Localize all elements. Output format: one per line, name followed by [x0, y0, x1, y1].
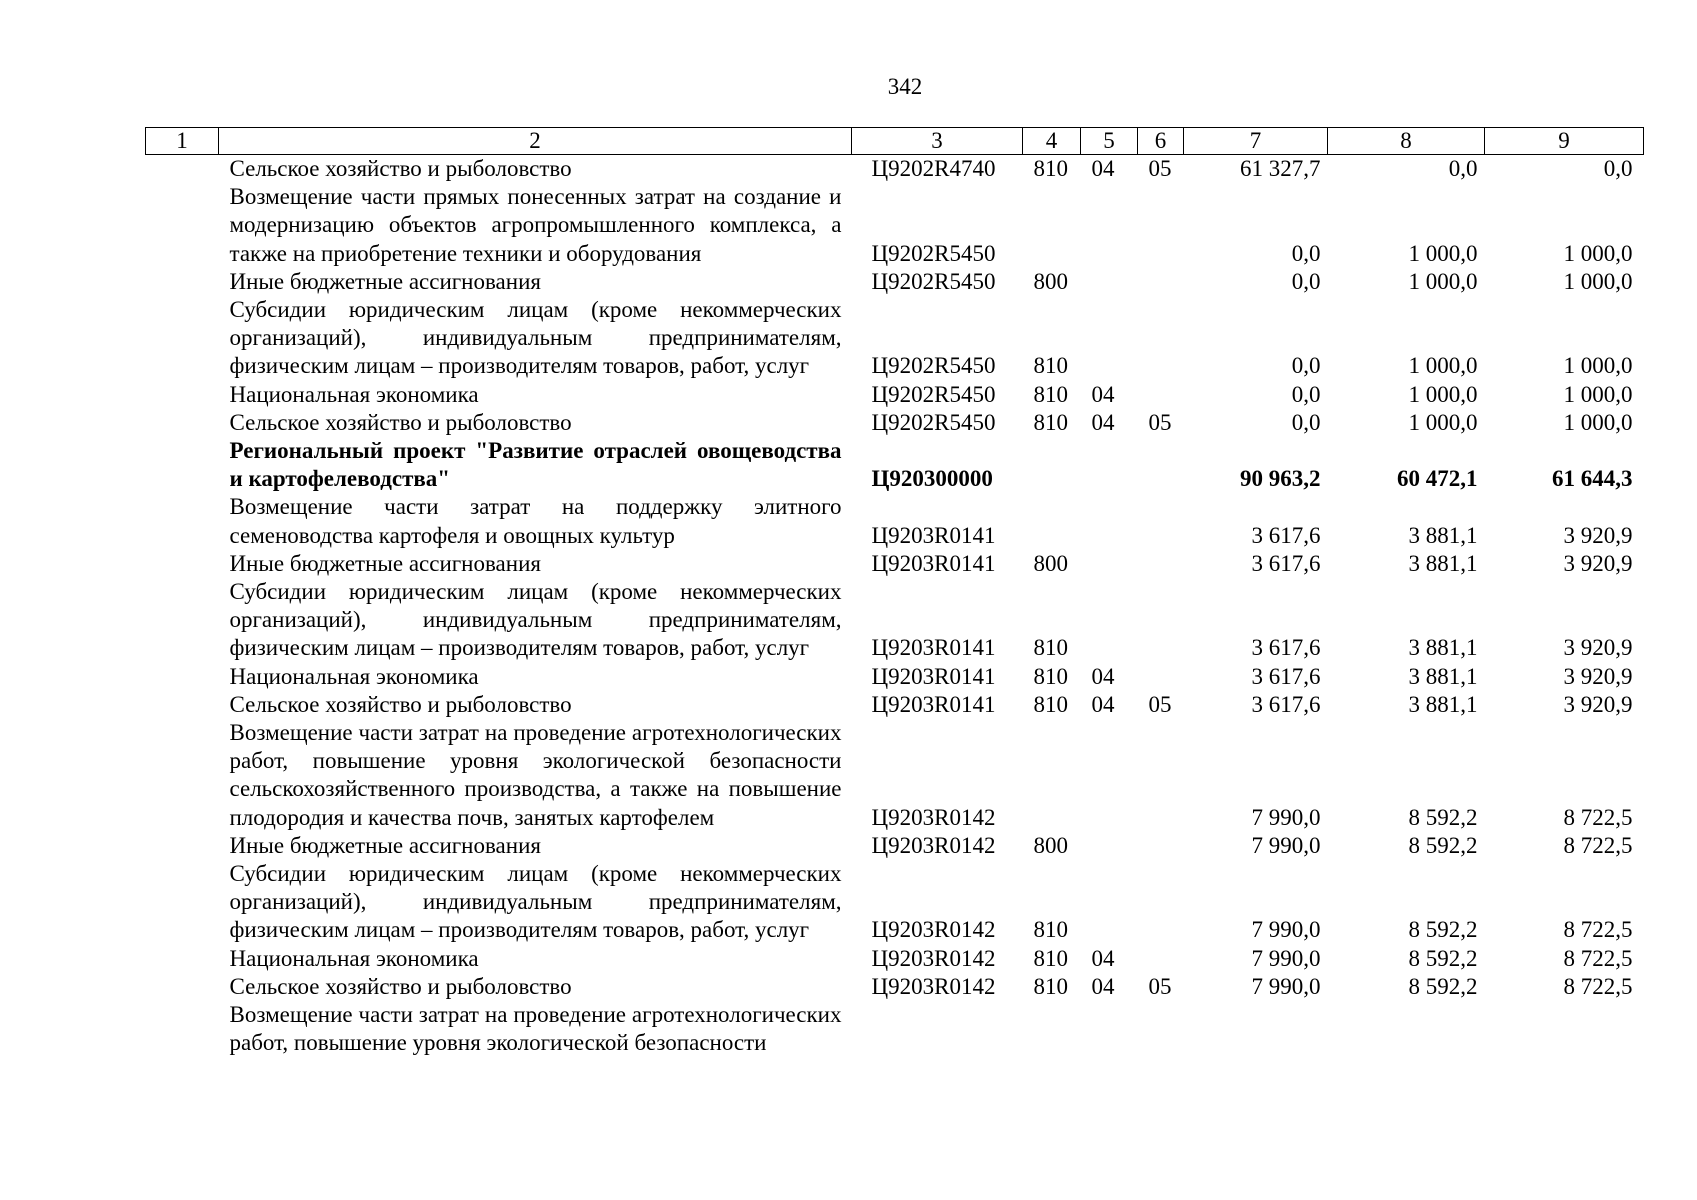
header-col-3: 3	[852, 128, 1023, 155]
row-section: 04	[1091, 409, 1115, 435]
row-name: Иные бюджетные ассигнования	[229, 550, 541, 576]
row-section: 04	[1091, 973, 1115, 999]
row-name: Субсидии юридическим лицам (кроме некоммерческих организаций), индивидуальным предпринимателям, физическим лицам – производителям товаров, работ, услуг	[229, 861, 842, 943]
row-name: Национальная экономика	[229, 381, 479, 407]
row-code: Ц9203R0142	[871, 832, 996, 858]
row-subsection	[1138, 183, 1184, 268]
row-col-1	[146, 663, 219, 691]
table-row	[146, 155, 1644, 184]
row-section	[1081, 437, 1138, 493]
row-amount-col-9: 8 722,5	[1563, 832, 1633, 858]
row-code: Ц9202R5450	[871, 268, 996, 294]
row-amount-col-7: 0,0	[1291, 409, 1321, 435]
row-expense-type	[1023, 437, 1081, 493]
row-amount-col-9: 0,0	[1603, 156, 1633, 181]
row-col-1	[146, 945, 219, 973]
row-name: Возмещение части затрат на проведение агротехнологических работ, повышение уровня экологической безопасности	[229, 1002, 842, 1056]
row-col-1	[146, 832, 219, 860]
row-code: Ц9203R0141	[871, 522, 996, 548]
row-amount-col-8: 3 881,1	[1408, 691, 1478, 717]
row-amount-col-7: 3 617,6	[1251, 522, 1321, 548]
row-amount-col-9: 1 000,0	[1563, 381, 1633, 407]
row-section: 04	[1091, 945, 1115, 971]
row-expense-type: 810	[1033, 973, 1068, 999]
row-col-1	[146, 719, 219, 832]
row-code: Ц9203R0142	[871, 973, 996, 999]
row-amount-col-9	[1485, 1001, 1644, 1057]
row-code	[852, 1001, 1023, 1057]
row-amount-col-9: 1 000,0	[1563, 268, 1633, 294]
row-amount-col-9: 61 644,3	[1552, 466, 1633, 492]
row-expense-type: 810	[1033, 917, 1068, 943]
row-amount-col-8: 3 881,1	[1408, 522, 1478, 548]
row-name: Сельское хозяйство и рыболовство	[229, 156, 572, 181]
row-col-1	[146, 183, 219, 268]
row-col-1	[146, 268, 219, 296]
row-amount-col-8	[1328, 1001, 1485, 1057]
row-name: Иные бюджетные ассигнования	[229, 268, 541, 294]
row-amount-col-7: 7 990,0	[1251, 832, 1321, 858]
row-code: Ц9203R0142	[871, 917, 996, 943]
table-row	[146, 719, 1644, 832]
row-subsection	[1138, 493, 1184, 549]
row-section: 04	[1091, 381, 1115, 407]
header-row	[146, 128, 1644, 155]
row-expense-type: 810	[1033, 156, 1068, 181]
row-amount-col-7: 7 990,0	[1251, 973, 1321, 999]
row-name: Сельское хозяйство и рыболовство	[229, 691, 572, 717]
row-code: Ц9203R0141	[871, 691, 996, 717]
row-section	[1081, 183, 1138, 268]
row-col-1	[146, 296, 219, 381]
row-expense-type: 810	[1033, 635, 1068, 661]
table-row	[146, 578, 1644, 663]
row-name: Сельское хозяйство и рыболовство	[229, 973, 572, 999]
row-amount-col-7: 7 990,0	[1251, 804, 1321, 830]
row-section	[1081, 860, 1138, 945]
row-subsection	[1138, 550, 1184, 578]
row-col-1	[146, 155, 219, 184]
row-amount-col-8: 1 000,0	[1408, 381, 1478, 407]
row-col-1	[146, 550, 219, 578]
row-name: Субсидии юридическим лицам (кроме некоммерческих организаций), индивидуальным предпринимателям, физическим лицам – производителям товаров, работ, услуг	[229, 579, 842, 661]
row-code: Ц9202R5450	[871, 240, 996, 266]
table-row	[146, 381, 1644, 409]
row-amount-col-9: 1 000,0	[1563, 409, 1633, 435]
header-col-2: 2	[219, 128, 852, 155]
row-expense-type: 810	[1033, 691, 1068, 717]
row-amount-col-7: 0,0	[1291, 353, 1321, 379]
row-amount-col-8: 0,0	[1448, 156, 1478, 181]
row-subsection: 05	[1148, 973, 1172, 999]
row-amount-col-7: 61 327,7	[1240, 156, 1321, 181]
row-section	[1081, 296, 1138, 381]
row-code: Ц9202R5450	[871, 381, 996, 407]
row-amount-col-8: 8 592,2	[1408, 917, 1478, 943]
row-amount-col-9: 3 920,9	[1563, 663, 1633, 689]
table-row	[146, 860, 1644, 945]
row-amount-col-7: 0,0	[1291, 268, 1321, 294]
row-name: Региональный проект "Развитие отраслей овощеводства и картофелеводства"	[229, 438, 842, 492]
row-col-1	[146, 437, 219, 493]
row-subsection	[1138, 945, 1184, 973]
row-col-1	[146, 578, 219, 663]
table-row	[146, 183, 1644, 268]
row-subsection	[1138, 268, 1184, 296]
row-expense-type: 800	[1033, 268, 1068, 294]
row-amount-col-9: 3 920,9	[1563, 522, 1633, 548]
row-amount-col-8: 1 000,0	[1408, 268, 1478, 294]
row-code: Ц9202R5450	[871, 409, 996, 435]
row-code: Ц920300000	[871, 466, 993, 492]
row-expense-type	[1023, 493, 1081, 549]
row-amount-col-9: 8 722,5	[1563, 804, 1633, 830]
row-section	[1081, 268, 1138, 296]
table-row	[146, 1001, 1644, 1057]
table-row	[146, 437, 1644, 493]
row-amount-col-7: 0,0	[1291, 240, 1321, 266]
row-subsection: 05	[1148, 409, 1172, 435]
row-expense-type: 810	[1033, 945, 1068, 971]
table-row	[146, 945, 1644, 973]
table-header	[146, 128, 1644, 155]
row-name: Возмещение части затрат на поддержку элитного семеноводства картофеля и овощных культур	[229, 494, 842, 548]
row-amount-col-8: 3 881,1	[1408, 635, 1478, 661]
row-code: Ц9203R0141	[871, 635, 996, 661]
table-row	[146, 268, 1644, 296]
header-col-9: 9	[1485, 128, 1644, 155]
row-amount-col-9: 8 722,5	[1563, 945, 1633, 971]
row-amount-col-8: 3 881,1	[1408, 550, 1478, 576]
table-body	[146, 155, 1644, 1058]
row-expense-type	[1023, 1001, 1081, 1057]
row-section	[1081, 832, 1138, 860]
row-col-1	[146, 493, 219, 549]
row-code: Ц9203R0141	[871, 663, 996, 689]
row-col-1	[146, 1001, 219, 1057]
row-amount-col-9: 8 722,5	[1563, 917, 1633, 943]
row-amount-col-8: 8 592,2	[1408, 973, 1478, 999]
page-number: 342	[887, 74, 923, 99]
row-section	[1081, 1001, 1138, 1057]
row-section	[1081, 550, 1138, 578]
row-amount-col-9: 1 000,0	[1563, 240, 1633, 266]
row-expense-type: 810	[1033, 663, 1068, 689]
budget-table	[145, 127, 1644, 1058]
row-expense-type: 810	[1033, 409, 1068, 435]
row-amount-col-9: 8 722,5	[1563, 973, 1633, 999]
row-code: Ц9202R4740	[871, 156, 996, 181]
row-expense-type: 810	[1033, 381, 1068, 407]
table-row	[146, 550, 1644, 578]
row-section: 04	[1091, 663, 1115, 689]
row-col-1	[146, 381, 219, 409]
header-col-7: 7	[1184, 128, 1328, 155]
row-amount-col-7: 3 617,6	[1251, 635, 1321, 661]
row-col-1	[146, 860, 219, 945]
row-amount-col-9: 3 920,9	[1563, 550, 1633, 576]
row-amount-col-7: 7 990,0	[1251, 917, 1321, 943]
row-amount-col-8: 8 592,2	[1408, 945, 1478, 971]
row-subsection	[1138, 578, 1184, 663]
row-section: 04	[1091, 691, 1115, 717]
table-row	[146, 973, 1644, 1001]
header-col-5: 5	[1081, 128, 1138, 155]
row-amount-col-8: 1 000,0	[1408, 409, 1478, 435]
row-name: Национальная экономика	[229, 945, 479, 971]
header-col-1: 1	[146, 128, 219, 155]
row-expense-type: 800	[1033, 550, 1068, 576]
row-subsection	[1138, 663, 1184, 691]
row-amount-col-9: 1 000,0	[1563, 353, 1633, 379]
row-section	[1081, 578, 1138, 663]
table-row	[146, 296, 1644, 381]
header-col-4: 4	[1023, 128, 1081, 155]
row-name: Сельское хозяйство и рыболовство	[229, 409, 572, 435]
row-section: 04	[1091, 156, 1115, 181]
row-subsection: 05	[1148, 156, 1172, 181]
row-name: Иные бюджетные ассигнования	[229, 832, 541, 858]
row-amount-col-7: 90 963,2	[1240, 466, 1321, 492]
row-name: Субсидии юридическим лицам (кроме некоммерческих организаций), индивидуальным предпринимателям, физическим лицам – производителям товаров, работ, услуг	[229, 297, 842, 379]
row-amount-col-8: 8 592,2	[1408, 804, 1478, 830]
row-amount-col-8: 1 000,0	[1408, 240, 1478, 266]
row-subsection	[1138, 1001, 1184, 1057]
row-subsection	[1138, 437, 1184, 493]
row-section	[1081, 719, 1138, 832]
row-name: Возмещение части затрат на проведение агротехнологических работ, повышение уровня экологической безопасности сельскохозяйственного производства, а также на повышение плодородия и качества почв, занятых картофелем	[229, 720, 842, 830]
row-amount-col-9: 3 920,9	[1563, 691, 1633, 717]
row-code: Ц9202R5450	[871, 353, 996, 379]
row-expense-type	[1023, 183, 1081, 268]
row-expense-type: 800	[1033, 832, 1068, 858]
row-amount-col-7: 3 617,6	[1251, 691, 1321, 717]
row-amount-col-8: 60 472,1	[1397, 466, 1478, 492]
row-amount-col-7	[1184, 1001, 1328, 1057]
row-subsection	[1138, 832, 1184, 860]
row-section	[1081, 493, 1138, 549]
row-amount-col-7: 3 617,6	[1251, 550, 1321, 576]
row-amount-col-7: 7 990,0	[1251, 945, 1321, 971]
row-amount-col-8: 8 592,2	[1408, 832, 1478, 858]
row-amount-col-7: 0,0	[1291, 381, 1321, 407]
row-subsection	[1138, 381, 1184, 409]
table-row	[146, 663, 1644, 691]
header-col-8: 8	[1328, 128, 1485, 155]
row-name: Возмещение части прямых понесенных затрат на создание и модернизацию объектов агропромышленного комплекса, а также на приобретение техники и оборудования	[229, 184, 842, 266]
row-expense-type	[1023, 719, 1081, 832]
table-row	[146, 493, 1644, 549]
row-amount-col-7: 3 617,6	[1251, 663, 1321, 689]
row-subsection: 05	[1148, 691, 1172, 717]
row-col-1	[146, 973, 219, 1001]
table-row	[146, 409, 1644, 437]
row-subsection	[1138, 719, 1184, 832]
row-subsection	[1138, 860, 1184, 945]
row-name: Национальная экономика	[229, 663, 479, 689]
row-expense-type: 810	[1033, 353, 1068, 379]
row-code: Ц9203R0141	[871, 550, 996, 576]
row-code: Ц9203R0142	[871, 945, 996, 971]
row-code: Ц9203R0142	[871, 804, 996, 830]
table-row	[146, 691, 1644, 719]
row-amount-col-9: 3 920,9	[1563, 635, 1633, 661]
row-amount-col-8: 3 881,1	[1408, 663, 1478, 689]
table-row	[146, 832, 1644, 860]
row-amount-col-8: 1 000,0	[1408, 353, 1478, 379]
header-col-6: 6	[1138, 128, 1184, 155]
row-col-1	[146, 409, 219, 437]
row-col-1	[146, 691, 219, 719]
row-subsection	[1138, 296, 1184, 381]
